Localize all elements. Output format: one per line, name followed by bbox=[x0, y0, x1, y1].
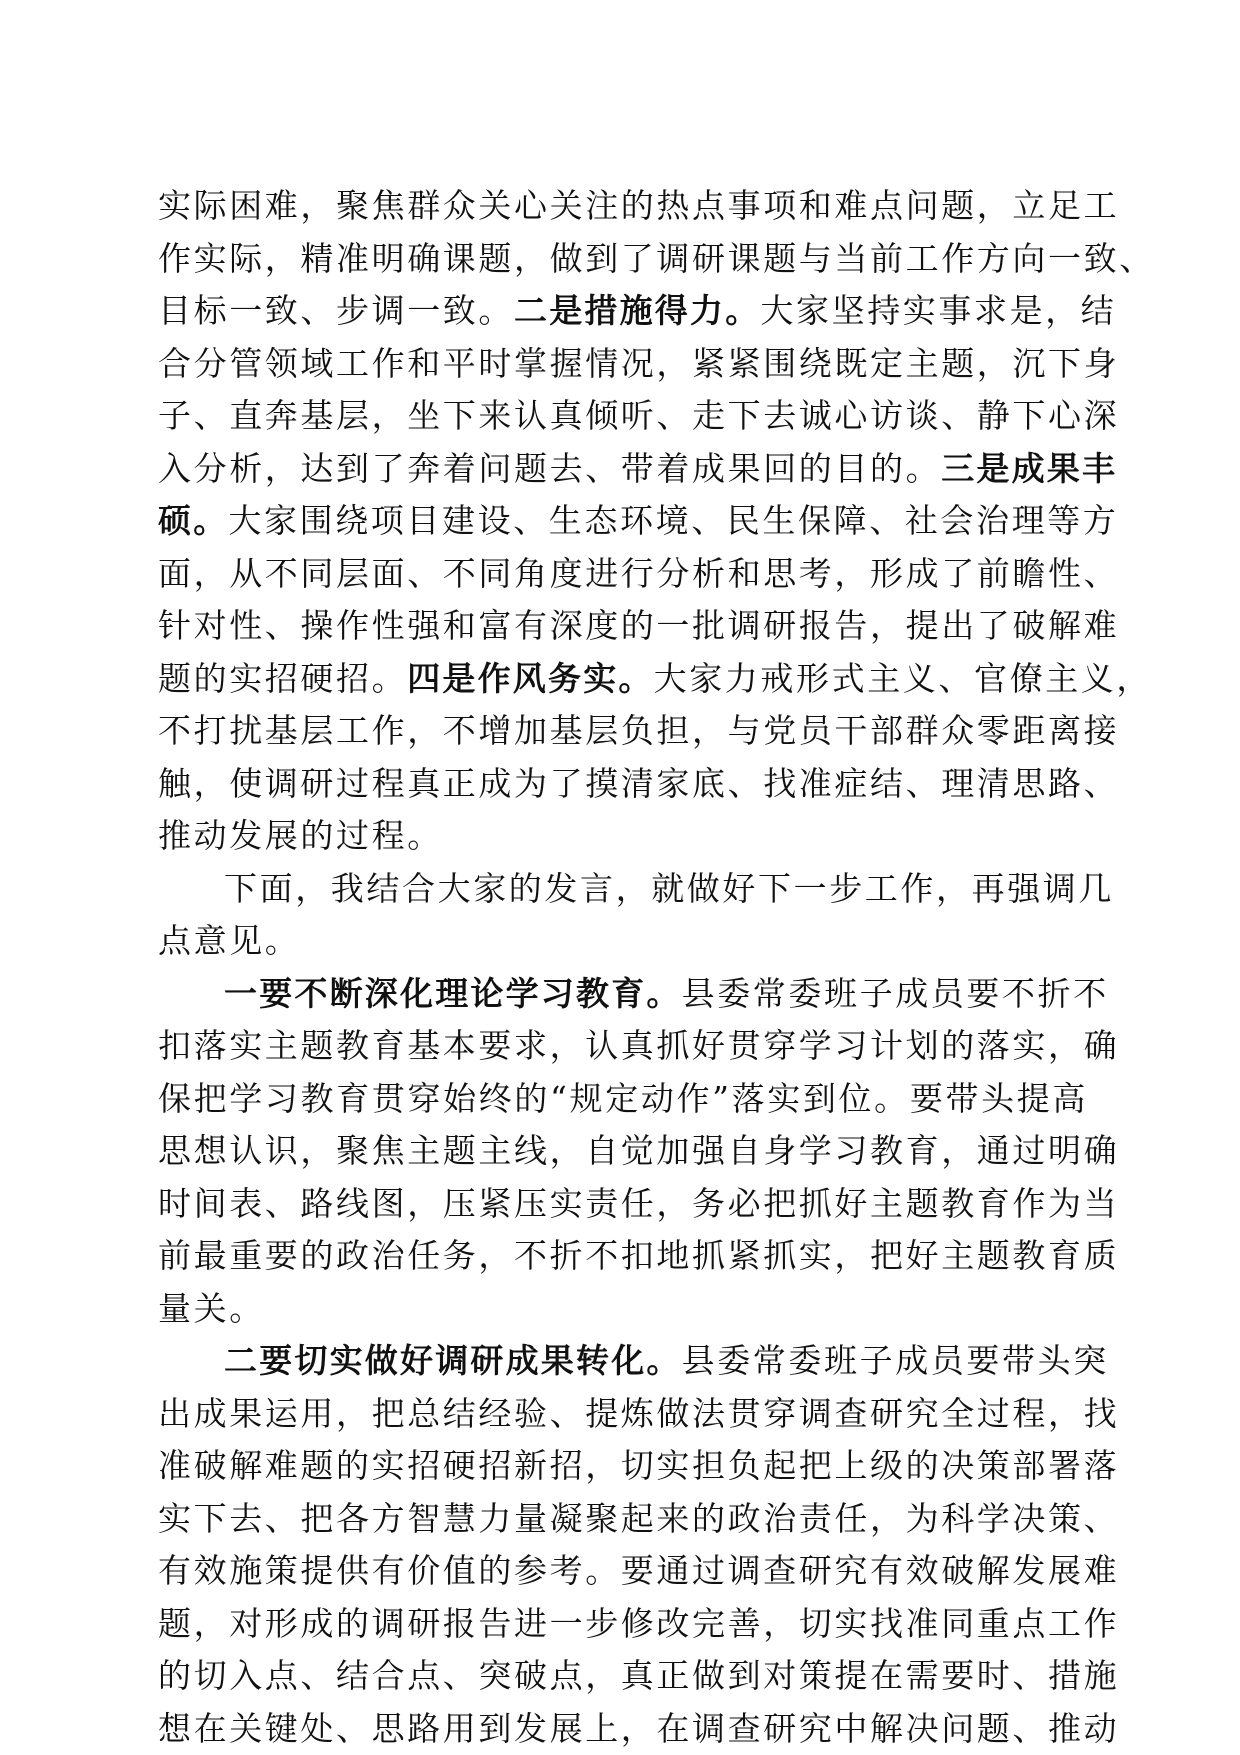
text-line bbox=[158, 863, 1088, 916]
text-line bbox=[158, 1545, 1088, 1598]
text-line bbox=[158, 1178, 1088, 1231]
body-text: 实下去、把各方智慧力量凝聚起来的政治责任，为科学决策、 bbox=[158, 1499, 1119, 1538]
text-line bbox=[158, 968, 1088, 1021]
body-text: 前最重要的政治任务，不折不扣地抓紧抓实，把好主题教育质 bbox=[158, 1236, 1119, 1275]
bold-heading-text: 四是作风务实。 bbox=[407, 659, 653, 698]
body-text: 子、直奔基层，坐下来认真倾听、走下去诚心访谈、静下心深 bbox=[158, 396, 1119, 435]
bold-heading-text: 一要不断深化理论学习教育。 bbox=[224, 974, 682, 1013]
body-text: 针对性、操作性强和富有深度的一批调研报告，提出了破解难 bbox=[158, 606, 1119, 645]
body-text: 大家力戒形式主义、官僚主义， bbox=[654, 659, 1152, 698]
bold-heading-text: 三是成果丰 bbox=[941, 449, 1117, 488]
text-line bbox=[158, 600, 1088, 653]
text-line bbox=[158, 810, 1088, 863]
body-text: 合分管领域工作和平时掌握情况，紧紧围绕既定主题，沉下身 bbox=[158, 344, 1119, 383]
text-line bbox=[158, 1020, 1088, 1073]
text-line bbox=[158, 1388, 1088, 1441]
bold-heading-text: 硕。 bbox=[158, 501, 228, 540]
text-line bbox=[158, 1283, 1088, 1336]
text-line bbox=[158, 338, 1088, 391]
body-text: 大家围绕项目建设、生态环境、民生保障、社会治理等方 bbox=[228, 501, 1118, 540]
text-line bbox=[158, 653, 1088, 706]
text-line bbox=[158, 548, 1088, 601]
body-text: 作实际，精准明确课题，做到了调研课题与当前工作方向一致、 bbox=[158, 239, 1155, 278]
text-line bbox=[158, 1650, 1088, 1703]
text-line bbox=[158, 705, 1088, 758]
text-line bbox=[158, 758, 1088, 811]
body-text: 面，从不同层面、不同角度进行分析和思考，形成了前瞻性、 bbox=[158, 554, 1119, 593]
text-line bbox=[158, 1440, 1088, 1493]
body-text: 推动发展的过程。 bbox=[158, 816, 443, 855]
text-line bbox=[158, 495, 1088, 548]
text-line bbox=[158, 1125, 1088, 1178]
document-body bbox=[158, 180, 1088, 1755]
text-line bbox=[158, 1493, 1088, 1546]
body-text: 思想认识，聚焦主题主线，自觉加强自身学习教育，通过明确 bbox=[158, 1131, 1119, 1170]
text-line bbox=[158, 233, 1088, 286]
body-text: 题的实招硬招。 bbox=[158, 659, 407, 698]
body-text: 扣落实主题教育基本要求，认真抓好贯穿学习计划的落实，确 bbox=[158, 1026, 1119, 1065]
text-line bbox=[158, 285, 1088, 338]
body-text: 点意见。 bbox=[158, 921, 300, 960]
bold-heading-text: 二要切实做好调研成果转化。 bbox=[224, 1341, 682, 1380]
text-line bbox=[158, 443, 1088, 496]
text-line bbox=[158, 915, 1088, 968]
text-line bbox=[158, 1335, 1088, 1388]
body-text: 出成果运用，把总结经验、提炼做法贯穿调查研究全过程，找 bbox=[158, 1394, 1119, 1433]
body-text: 量关。 bbox=[158, 1289, 265, 1328]
body-text: 的切入点、结合点、突破点，真正做到对策提在需要时、措施 bbox=[158, 1656, 1119, 1695]
text-line bbox=[158, 1703, 1088, 1755]
body-text: 有效施策提供有价值的参考。要通过调查研究有效破解发展难 bbox=[158, 1551, 1119, 1590]
body-text: 县委常委班子成员要不折不 bbox=[682, 974, 1109, 1013]
text-line bbox=[158, 1073, 1088, 1126]
text-line bbox=[158, 180, 1088, 233]
body-text: 准破解难题的实招硬招新招，切实担负起把上级的决策部署落 bbox=[158, 1446, 1119, 1485]
text-line bbox=[158, 1598, 1088, 1651]
body-text: 触，使调研过程真正成为了摸清家底、找准症结、理清思路、 bbox=[158, 764, 1119, 803]
text-line bbox=[158, 390, 1088, 443]
body-text: 县委常委班子成员要带头突 bbox=[682, 1341, 1109, 1380]
text-line bbox=[158, 1230, 1088, 1283]
body-text: 题，对形成的调研报告进一步修改完善，切实找准同重点工作 bbox=[158, 1604, 1119, 1643]
bold-heading-text: 二是措施得力。 bbox=[514, 291, 760, 330]
body-text: 时间表、路线图，压紧压实责任，务必把抓好主题教育作为当 bbox=[158, 1184, 1119, 1223]
body-text: 实际困难，聚焦群众关心关注的热点事项和难点问题，立足工 bbox=[158, 186, 1119, 225]
body-text: 不打扰基层工作，不增加基层负担，与党员干部群众零距离接 bbox=[158, 711, 1119, 750]
body-text: 保把学习教育贯穿始终的“规定动作”落实到位。要带头提高 bbox=[158, 1079, 1088, 1118]
body-text: 入分析，达到了奔着问题去、带着成果回的目的。 bbox=[158, 449, 941, 488]
body-text: 目标一致、步调一致。 bbox=[158, 291, 514, 330]
body-text: 想在关键处、思路用到发展上，在调查研究中解决问题、推动 bbox=[158, 1709, 1119, 1748]
body-text: 大家坚持实事求是，结 bbox=[760, 291, 1116, 330]
body-text: 下面，我结合大家的发言，就做好下一步工作，再强调几 bbox=[224, 869, 1114, 908]
